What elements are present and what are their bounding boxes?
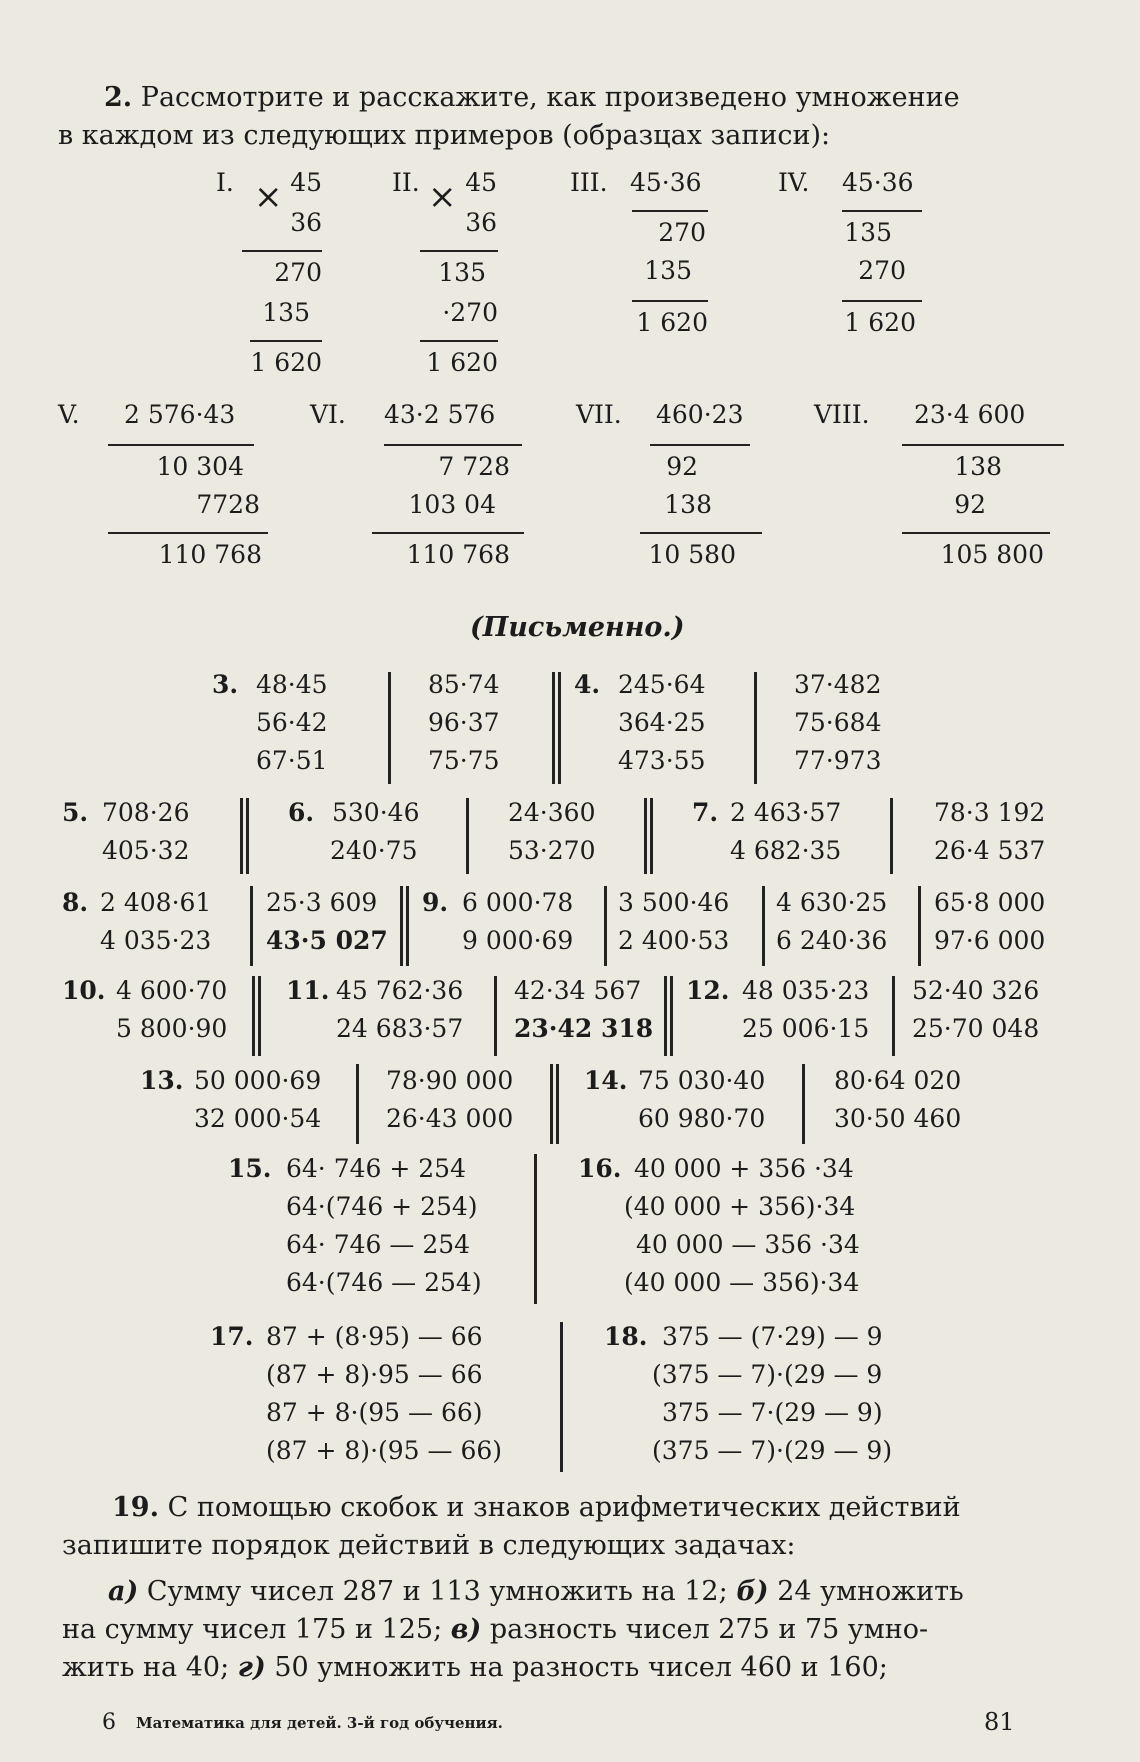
- page-number: 81: [984, 1708, 1015, 1736]
- partial-1: 138: [954, 452, 1002, 481]
- partial-2: 103 04: [408, 490, 496, 519]
- ex3-item: 48·45: [256, 670, 328, 699]
- result: 1 620: [636, 308, 708, 337]
- task-b-text-cont: на сумму чисел 175 и 125;: [62, 1614, 443, 1645]
- expression: 43·2 576: [384, 400, 496, 429]
- sample-label: VII.: [576, 400, 622, 429]
- ex9-item: 9 000·69: [462, 926, 574, 955]
- sample-label: II.: [392, 168, 420, 197]
- ex17-item: 87 + (8·95) — 66: [266, 1322, 483, 1351]
- factor-a: 45: [465, 168, 497, 197]
- ex15-item: 64·(746 + 254): [286, 1192, 478, 1221]
- signature-number: 6: [102, 1710, 116, 1735]
- rule: [420, 340, 498, 342]
- ex5-item: 708·26: [102, 798, 190, 827]
- ex9-item: 97·6 000: [934, 926, 1046, 955]
- ex11-item: 45 762·36: [336, 976, 464, 1005]
- ex16-item: 40 000 + 356 ·34: [634, 1154, 854, 1183]
- expression: 460·23: [656, 400, 744, 429]
- task-b-label: б): [736, 1576, 769, 1607]
- partial-1: 135: [844, 218, 892, 247]
- rule: [902, 444, 1064, 446]
- ex7-item: 2 463·57: [730, 798, 842, 827]
- ex17-item: (87 + 8)·95 — 66: [266, 1360, 483, 1389]
- result: 1 620: [250, 348, 322, 377]
- rule: [902, 532, 1050, 534]
- partial-2: 135: [644, 256, 692, 285]
- ex18-number: 18.: [604, 1322, 648, 1351]
- ex7-item: 4 682·35: [730, 836, 842, 865]
- ex9-item: 6 000·78: [462, 888, 574, 917]
- ex12-item: 52·40 326: [912, 976, 1040, 1005]
- task-v-text-cont: жить на 40;: [62, 1652, 230, 1683]
- sample-label: III.: [570, 168, 608, 197]
- ex8-item: 4 035·23: [100, 926, 212, 955]
- ex5-item: 405·32: [102, 836, 190, 865]
- ex9-item: 3 500·46: [618, 888, 730, 917]
- rule: [640, 532, 762, 534]
- ex3-item: 75·75: [428, 746, 500, 775]
- result: 110 768: [158, 540, 262, 569]
- ex18-item: (375 — 7)·(29 — 9: [652, 1360, 883, 1389]
- ex18-item: (375 — 7)·(29 — 9): [652, 1436, 893, 1465]
- ex16-item: (40 000 — 356)·34: [624, 1268, 860, 1297]
- ex13-item: 78·90 000: [386, 1066, 514, 1095]
- column-divider: [356, 1064, 359, 1144]
- partial-2: 135: [262, 298, 310, 327]
- ex2-text-line2: в каждом из следующих примеров (образцах записи):: [58, 120, 831, 151]
- ex3-item: 96·37: [428, 708, 500, 737]
- partial-1: 10 304: [156, 452, 244, 481]
- ex9-item: 6 240·36: [776, 926, 888, 955]
- factor-b: 36: [290, 208, 322, 237]
- partial-1: 7 728: [438, 452, 510, 481]
- ex13-item: 32 000·54: [194, 1104, 322, 1133]
- task-v-label: в): [450, 1614, 482, 1645]
- rule: [250, 340, 322, 342]
- sample-label: VI.: [310, 400, 346, 429]
- column-divider: [892, 976, 895, 1056]
- ex19-text-line2: запишите порядок действий в следующих задачах:: [62, 1530, 796, 1561]
- ex6-item: 530·46: [332, 798, 420, 827]
- ex10-item: 5 800·90: [116, 1014, 228, 1043]
- ex19-task-line2: [62, 1612, 928, 1647]
- ex2-text-line1: Рассмотрите и расскажите, как произведено умножение: [140, 82, 960, 113]
- ex14-item: 75 030·40: [638, 1066, 766, 1095]
- ex16-item: 40 000 — 356 ·34: [636, 1230, 860, 1259]
- ex9-item: 4 630·25: [776, 888, 888, 917]
- partial-1: 135: [438, 258, 486, 287]
- ex5-number: 5.: [62, 798, 89, 827]
- ex12-item: 48 035·23: [742, 976, 870, 1005]
- ex6-item: 24·360: [508, 798, 596, 827]
- ex7-item: 26·4 537: [934, 836, 1046, 865]
- partial-2: 138: [664, 490, 712, 519]
- ex14-item: 80·64 020: [834, 1066, 962, 1095]
- ex8-number: 8.: [62, 888, 89, 917]
- expression: 45·36: [842, 168, 914, 197]
- sample-label: IV.: [778, 168, 810, 197]
- ex8-item: 2 408·61: [100, 888, 212, 917]
- exercise-divider: [400, 886, 409, 966]
- sample-label: I.: [216, 168, 234, 197]
- exercise-divider: [552, 672, 561, 784]
- exercise-divider: [644, 798, 653, 874]
- rule: [650, 444, 750, 446]
- column-divider: [250, 886, 253, 966]
- factor-b: 36: [465, 208, 497, 237]
- rule: [108, 444, 254, 446]
- ex7-number: 7.: [692, 798, 719, 827]
- result: 10 580: [648, 540, 736, 569]
- exercise-divider: [550, 1064, 559, 1144]
- column-divider: [466, 798, 469, 874]
- result: 1 620: [844, 308, 916, 337]
- result: 105 800: [940, 540, 1044, 569]
- rule: [632, 210, 708, 212]
- partial-1: 270: [658, 218, 706, 247]
- ex19-number: 19.: [112, 1492, 159, 1523]
- rule: [372, 532, 524, 534]
- ex19-task-line3: [62, 1650, 888, 1685]
- task-g-label: г): [237, 1652, 266, 1683]
- ex8-item: 25·3 609: [266, 888, 378, 917]
- ex4-item: 75·684: [794, 708, 882, 737]
- rule: [842, 300, 922, 302]
- ex11-item: 23·42 318: [514, 1014, 654, 1043]
- ex15-item: 64· 746 — 254: [286, 1230, 471, 1259]
- column-divider: [890, 798, 893, 874]
- ex14-item: 60 980·70: [638, 1104, 766, 1133]
- rule: [842, 210, 922, 212]
- partial-2: ·270: [442, 298, 498, 327]
- task-a-label: а): [108, 1576, 139, 1607]
- expression: 2 576·43: [124, 400, 236, 429]
- column-divider: [560, 1322, 563, 1472]
- ex4-item: 37·482: [794, 670, 882, 699]
- rule: [384, 444, 522, 446]
- ex13-item: 50 000·69: [194, 1066, 322, 1095]
- ex14-item: 30·50 460: [834, 1104, 962, 1133]
- ex10-item: 4 600·70: [116, 976, 228, 1005]
- column-divider: [388, 672, 391, 784]
- ex4-item: 245·64: [618, 670, 706, 699]
- partial-2: 270: [858, 256, 906, 285]
- ex17-item: 87 + 8·(95 — 66): [266, 1398, 483, 1427]
- ex16-number: 16.: [578, 1154, 622, 1183]
- expression: 23·4 600: [914, 400, 1026, 429]
- ex9-item: 2 400·53: [618, 926, 730, 955]
- ex13-item: 26·43 000: [386, 1104, 514, 1133]
- ex3-item: 85·74: [428, 670, 500, 699]
- ex4-number: 4.: [574, 670, 601, 699]
- task-v-text: разность чисел 275 и 75 умно-: [489, 1614, 929, 1645]
- ex12-item: 25 006·15: [742, 1014, 870, 1043]
- times-icon: ×: [254, 177, 283, 217]
- rule: [108, 532, 268, 534]
- ex17-number: 17.: [210, 1322, 254, 1351]
- exercise-divider: [252, 976, 261, 1056]
- ex15-item: 64· 746 + 254: [286, 1154, 466, 1183]
- column-divider: [604, 886, 607, 966]
- ex3-item: 67·51: [256, 746, 328, 775]
- ex4-item: 473·55: [618, 746, 706, 775]
- ex11-number: 11.: [286, 976, 330, 1005]
- ex4-item: 77·973: [794, 746, 882, 775]
- task-b-text: 24 умножить: [777, 1576, 964, 1607]
- column-divider: [762, 886, 765, 966]
- ex16-item: (40 000 + 356)·34: [624, 1192, 856, 1221]
- rule: [420, 250, 498, 252]
- ex2-line1: [104, 80, 960, 115]
- written-heading: (Письменно.): [470, 612, 685, 643]
- sample-label: V.: [58, 400, 80, 429]
- ex11-item: 42·34 567: [514, 976, 642, 1005]
- column-divider: [918, 886, 921, 966]
- column-divider: [754, 672, 757, 784]
- ex3-number: 3.: [212, 670, 239, 699]
- factor-a: 45: [290, 168, 322, 197]
- ex19-text-line1: С помощью скобок и знаков арифметических действий: [167, 1492, 961, 1523]
- partial-1: 92: [666, 452, 698, 481]
- signature-text: Математика для детей. 3-й год обучения.: [136, 1714, 503, 1732]
- column-divider: [802, 1064, 805, 1144]
- ex15-number: 15.: [228, 1154, 272, 1183]
- result: 110 768: [406, 540, 510, 569]
- exercise-divider: [240, 798, 249, 874]
- ex18-item: 375 — (7·29) — 9: [662, 1322, 883, 1351]
- ex3-item: 56·42: [256, 708, 328, 737]
- partial-2: 7728: [196, 490, 260, 519]
- ex6-item: 240·75: [330, 836, 418, 865]
- ex15-item: 64·(746 — 254): [286, 1268, 482, 1297]
- ex10-number: 10.: [62, 976, 106, 1005]
- task-g-text: 50 умножить на разность чисел 460 и 160;: [274, 1652, 888, 1683]
- ex18-item: 375 — 7·(29 — 9): [662, 1398, 883, 1427]
- times-icon: ×: [428, 177, 457, 217]
- partial-1: 270: [274, 258, 322, 287]
- partial-2: 92: [954, 490, 986, 519]
- ex2-number: 2.: [104, 82, 133, 113]
- sample-label: VIII.: [814, 400, 870, 429]
- ex11-item: 24 683·57: [336, 1014, 464, 1043]
- ex19-line1: [112, 1490, 961, 1525]
- expression: 45·36: [630, 168, 702, 197]
- rule: [632, 300, 708, 302]
- rule: [242, 250, 322, 252]
- column-divider: [534, 1154, 537, 1304]
- ex12-number: 12.: [686, 976, 730, 1005]
- ex17-item: (87 + 8)·(95 — 66): [266, 1436, 503, 1465]
- column-divider: [494, 976, 497, 1056]
- exercise-divider: [664, 976, 673, 1056]
- task-a-text: Сумму чисел 287 и 113 умножить на 12;: [146, 1576, 728, 1607]
- result: 1 620: [426, 348, 498, 377]
- ex6-item: 53·270: [508, 836, 596, 865]
- ex9-number: 9.: [422, 888, 449, 917]
- ex8-item: 43·5 027: [266, 926, 388, 955]
- ex13-number: 13.: [140, 1066, 184, 1095]
- ex14-number: 14.: [584, 1066, 628, 1095]
- ex6-number: 6.: [288, 798, 315, 827]
- ex9-item: 65·8 000: [934, 888, 1046, 917]
- ex12-item: 25·70 048: [912, 1014, 1040, 1043]
- ex7-item: 78·3 192: [934, 798, 1046, 827]
- ex19-task-line1: [108, 1574, 964, 1609]
- ex4-item: 364·25: [618, 708, 706, 737]
